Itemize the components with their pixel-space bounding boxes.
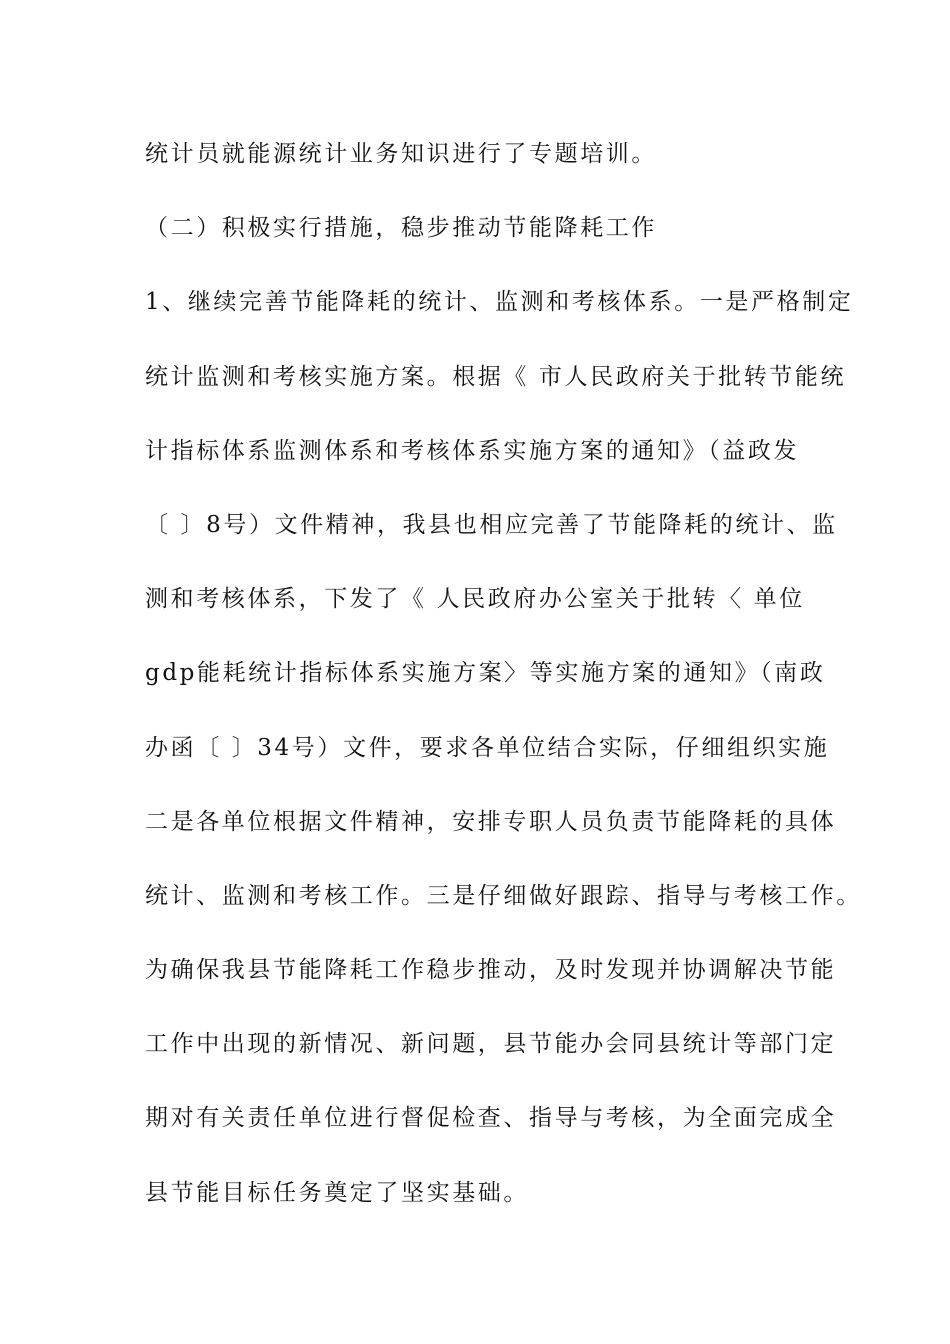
body-text bbox=[145, 134, 862, 1247]
text-line: gdp能耗统计指标体系实施方案〉等实施方案的通知》（南政 bbox=[145, 660, 826, 687]
text-line: 县节能目标任务奠定了坚实基础。 bbox=[145, 1179, 529, 1206]
text-line: 1、继续完善节能降耗的统计、监测和考核体系。一是严格制定 bbox=[145, 289, 854, 316]
text-line: 为确保我县节能降耗工作稳步推动，及时发现并协调解决节能 bbox=[145, 957, 837, 984]
text-line: 统计员就能源统计业务知识进行了专题培训。 bbox=[145, 141, 657, 167]
text-line: 统计、监测和考核工作。三是仔细做好跟踪、指导与考核工作。 bbox=[145, 882, 862, 909]
section-heading: （二）积极实行措施，稳步推动节能降耗工作 bbox=[145, 215, 657, 242]
text-line: 测和考核体系，下发了《 人民政府办公室关于批转〈 单位 bbox=[145, 586, 805, 613]
text-line: 二是各单位根据文件精神，安排专职人员负责节能降耗的具体 bbox=[145, 808, 837, 835]
text-line: 统计监测和考核实施方案。根据《 市人民政府关于批转节能统 bbox=[145, 363, 847, 390]
text-line: 〔 〕8号）文件精神，我县也相应完善了节能降耗的统计、监 bbox=[145, 511, 838, 538]
text-line: 工作中出现的新情况、新问题，县节能办会同县统计等部门定 bbox=[145, 1031, 837, 1058]
text-line: 办函〔 〕34号）文件，要求各单位结合实际，仔细组织实施 bbox=[145, 734, 830, 761]
text-line: 计指标体系监测体系和考核体系实施方案的通知》（益政发 bbox=[145, 437, 800, 464]
text-line: 期对有关责任单位进行督促检查、指导与考核，为全面完成全 bbox=[145, 1105, 837, 1132]
